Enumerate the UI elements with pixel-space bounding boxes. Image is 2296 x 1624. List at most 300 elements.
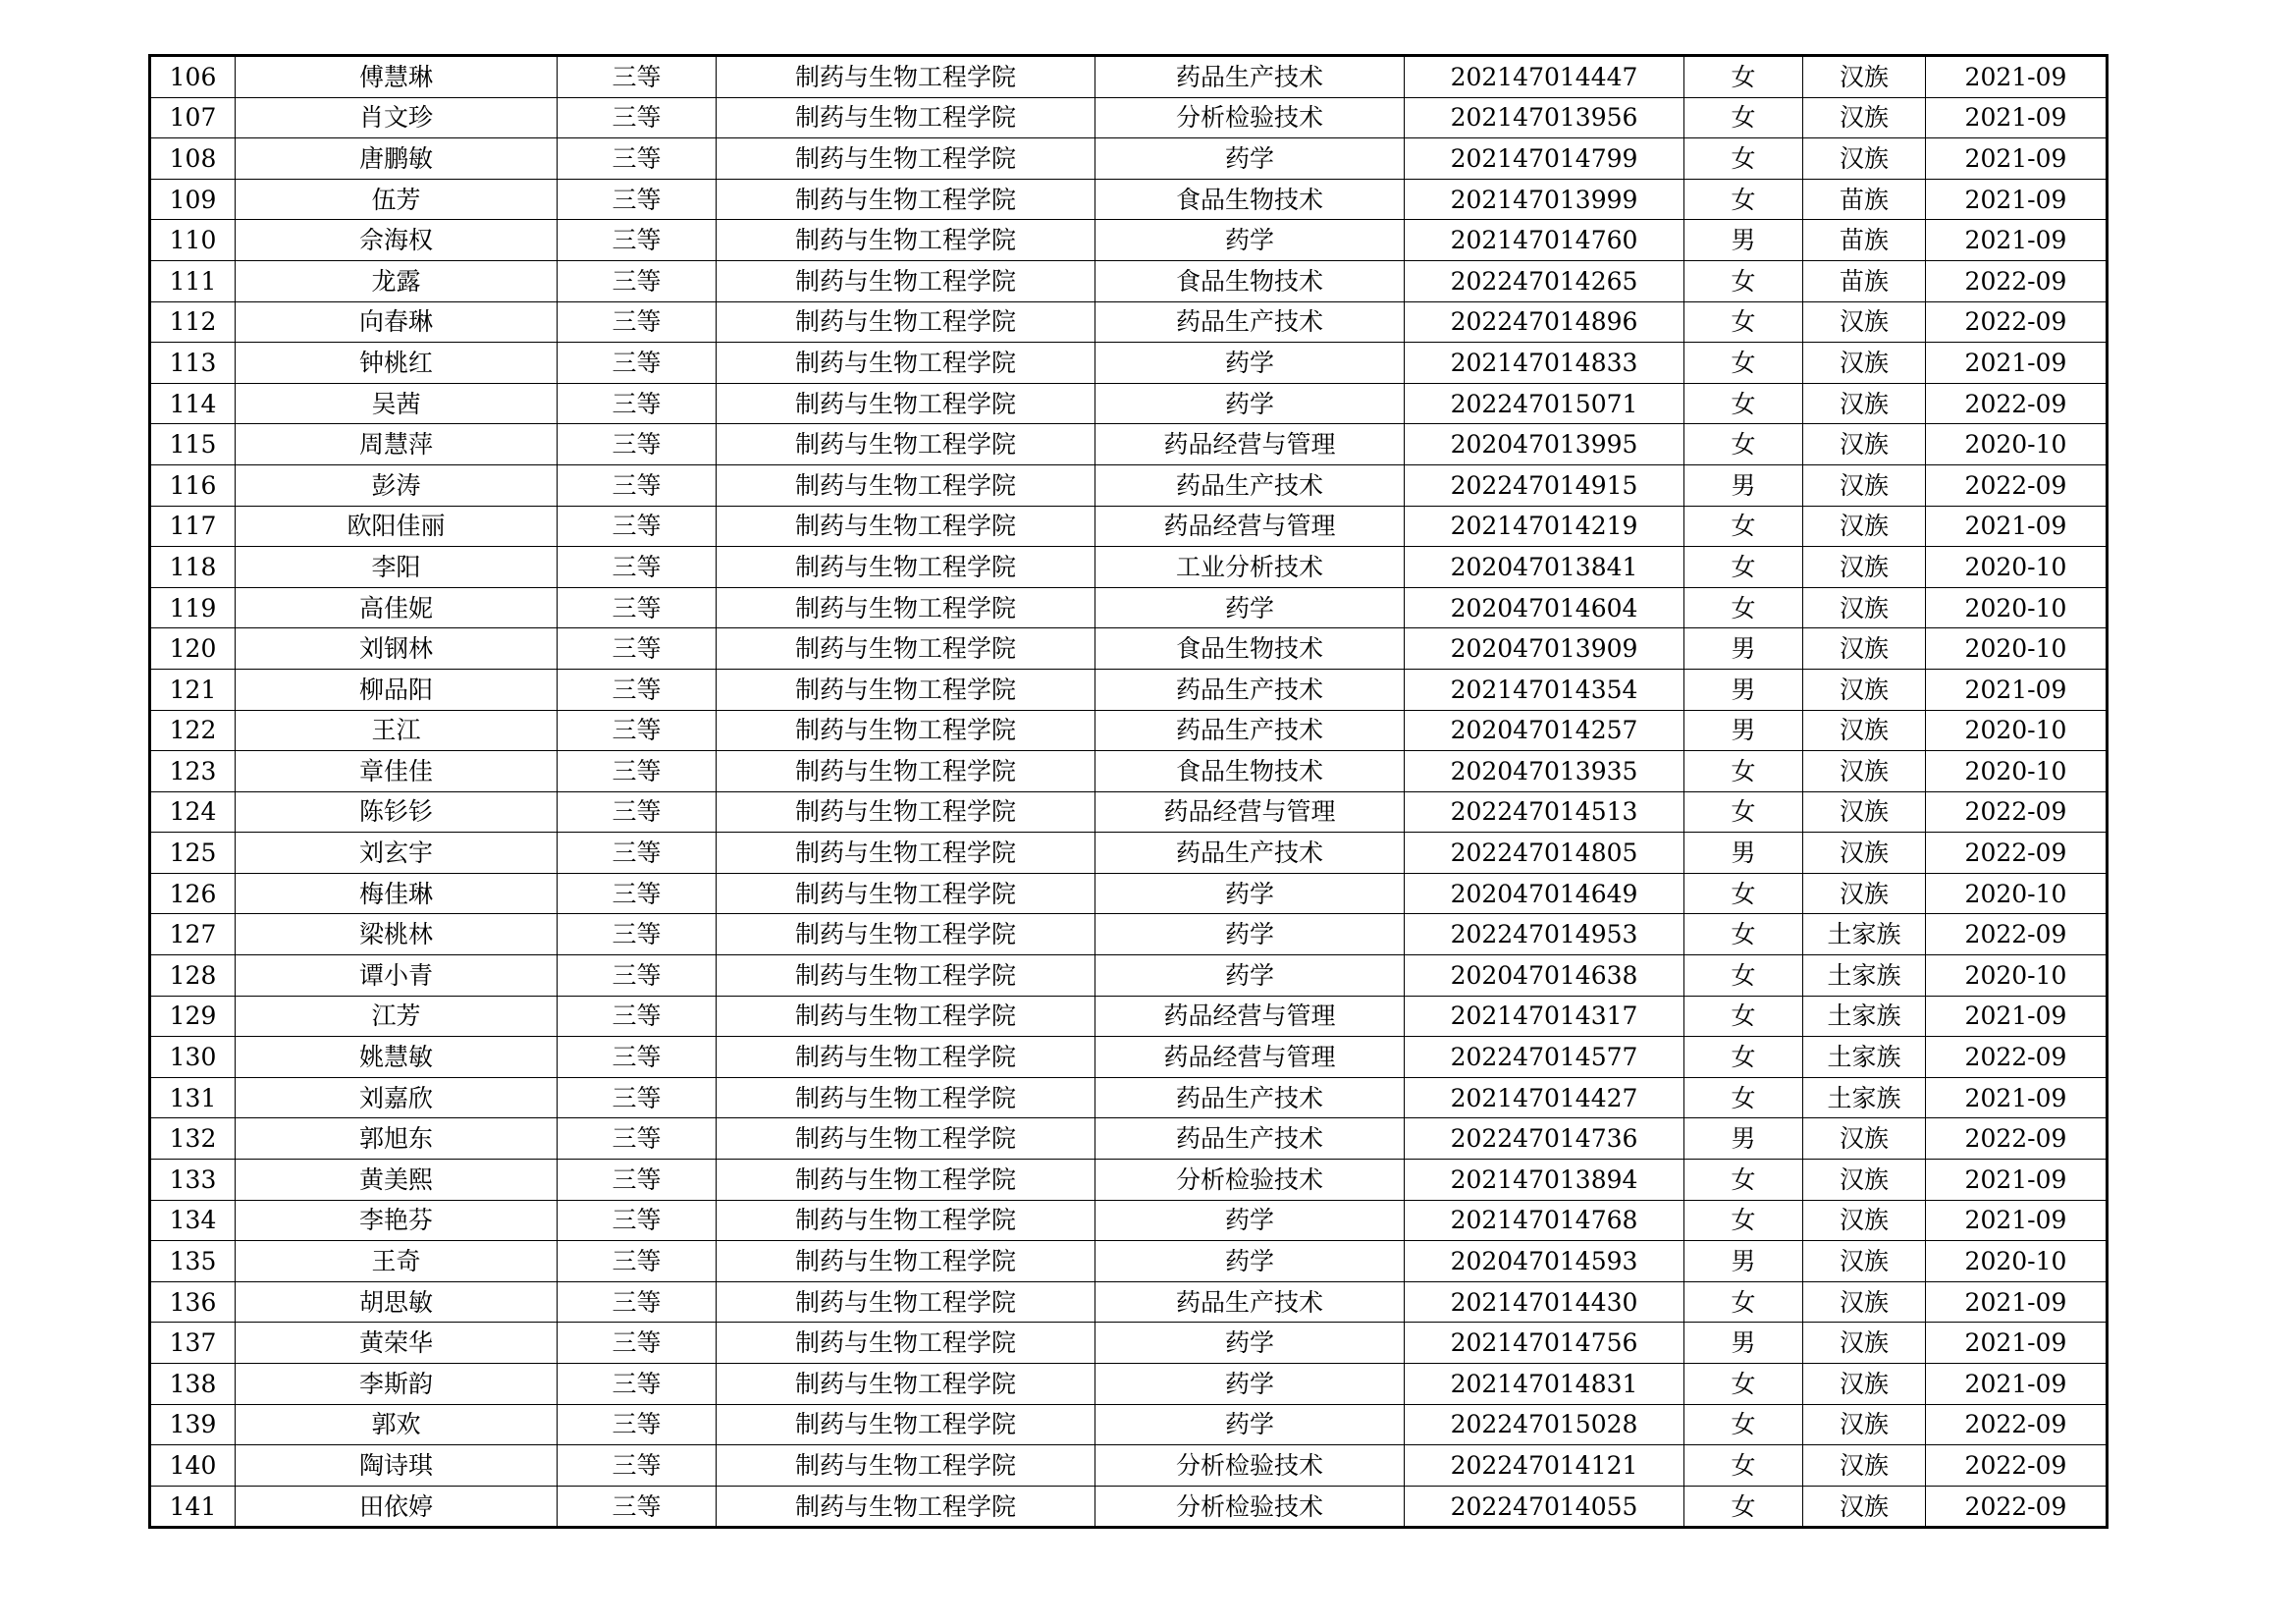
major-name-cell: 药学: [1095, 955, 1405, 997]
row-number-cell: 132: [150, 1118, 236, 1160]
enrollment-date-cell: 2021-09: [1926, 1200, 2108, 1241]
award-grade-cell: 三等: [558, 955, 717, 997]
college-name-cell: 制药与生物工程学院: [717, 424, 1095, 465]
gender-cell: 女: [1684, 1364, 1803, 1405]
student-name-cell: 陈钐钐: [236, 791, 558, 833]
student-name-cell: 傅慧琳: [236, 56, 558, 98]
award-grade-cell: 三等: [558, 56, 717, 98]
ethnicity-cell: 汉族: [1803, 1118, 1926, 1160]
gender-cell: 男: [1684, 669, 1803, 710]
college-name-cell: 制药与生物工程学院: [717, 464, 1095, 506]
gender-cell: 男: [1684, 833, 1803, 874]
enrollment-date-cell: 2022-09: [1926, 791, 2108, 833]
row-number-cell: 124: [150, 791, 236, 833]
ethnicity-cell: 汉族: [1803, 1200, 1926, 1241]
enrollment-date-cell: 2020-10: [1926, 955, 2108, 997]
student-id-cell: 202147014427: [1405, 1077, 1684, 1118]
table-row: [150, 56, 2108, 98]
table-row: [150, 506, 2108, 547]
enrollment-date-cell: 2021-09: [1926, 220, 2108, 261]
student-id-cell: 202247015028: [1405, 1404, 1684, 1445]
award-grade-cell: 三等: [558, 1486, 717, 1528]
row-number-cell: 119: [150, 587, 236, 628]
ethnicity-cell: 汉族: [1803, 587, 1926, 628]
table-row: [150, 1037, 2108, 1078]
college-name-cell: 制药与生物工程学院: [717, 1200, 1095, 1241]
table-row: [150, 343, 2108, 384]
student-id-cell: 202147014833: [1405, 343, 1684, 384]
row-number-cell: 120: [150, 628, 236, 670]
gender-cell: 女: [1684, 955, 1803, 997]
table-row: [150, 1404, 2108, 1445]
enrollment-date-cell: 2020-10: [1926, 710, 2108, 751]
college-name-cell: 制药与生物工程学院: [717, 220, 1095, 261]
row-number-cell: 138: [150, 1364, 236, 1405]
ethnicity-cell: 汉族: [1803, 1323, 1926, 1364]
award-grade-cell: 三等: [558, 301, 717, 343]
college-name-cell: 制药与生物工程学院: [717, 179, 1095, 220]
row-number-cell: 130: [150, 1037, 236, 1078]
table-row: [150, 1241, 2108, 1282]
ethnicity-cell: 土家族: [1803, 996, 1926, 1037]
student-name-cell: 李斯韵: [236, 1364, 558, 1405]
table-row: [150, 1077, 2108, 1118]
major-name-cell: 药品经营与管理: [1095, 996, 1405, 1037]
scholarship-roster-table: [148, 54, 2109, 1529]
student-name-cell: 郭旭东: [236, 1118, 558, 1160]
gender-cell: 女: [1684, 1077, 1803, 1118]
major-name-cell: 药品生产技术: [1095, 1118, 1405, 1160]
student-name-cell: 李艳芬: [236, 1200, 558, 1241]
major-name-cell: 药品生产技术: [1095, 833, 1405, 874]
enrollment-date-cell: 2022-09: [1926, 260, 2108, 301]
student-name-cell: 陶诗琪: [236, 1445, 558, 1487]
enrollment-date-cell: 2021-09: [1926, 1160, 2108, 1201]
gender-cell: 女: [1684, 1160, 1803, 1201]
gender-cell: 女: [1684, 751, 1803, 792]
major-name-cell: 药学: [1095, 587, 1405, 628]
table-row: [150, 1323, 2108, 1364]
student-name-cell: 江芳: [236, 996, 558, 1037]
enrollment-date-cell: 2020-10: [1926, 547, 2108, 588]
enrollment-date-cell: 2021-09: [1926, 343, 2108, 384]
gender-cell: 女: [1684, 587, 1803, 628]
major-name-cell: 药品经营与管理: [1095, 424, 1405, 465]
ethnicity-cell: 汉族: [1803, 506, 1926, 547]
major-name-cell: 药品经营与管理: [1095, 791, 1405, 833]
gender-cell: 女: [1684, 914, 1803, 955]
ethnicity-cell: 汉族: [1803, 301, 1926, 343]
award-grade-cell: 三等: [558, 97, 717, 138]
row-number-cell: 107: [150, 97, 236, 138]
student-name-cell: 唐鹏敏: [236, 138, 558, 180]
college-name-cell: 制药与生物工程学院: [717, 628, 1095, 670]
ethnicity-cell: 汉族: [1803, 1160, 1926, 1201]
college-name-cell: 制药与生物工程学院: [717, 56, 1095, 98]
college-name-cell: 制药与生物工程学院: [717, 547, 1095, 588]
major-name-cell: 药品生产技术: [1095, 710, 1405, 751]
student-id-cell: 202047014638: [1405, 955, 1684, 997]
enrollment-date-cell: 2021-09: [1926, 996, 2108, 1037]
row-number-cell: 140: [150, 1445, 236, 1487]
gender-cell: 女: [1684, 1200, 1803, 1241]
ethnicity-cell: 汉族: [1803, 1281, 1926, 1323]
college-name-cell: 制药与生物工程学院: [717, 1118, 1095, 1160]
gender-cell: 女: [1684, 138, 1803, 180]
award-grade-cell: 三等: [558, 1160, 717, 1201]
table-row: [150, 710, 2108, 751]
ethnicity-cell: 汉族: [1803, 547, 1926, 588]
student-id-cell: 202247014896: [1405, 301, 1684, 343]
college-name-cell: 制药与生物工程学院: [717, 1364, 1095, 1405]
ethnicity-cell: 土家族: [1803, 1037, 1926, 1078]
gender-cell: 男: [1684, 1118, 1803, 1160]
enrollment-date-cell: 2022-09: [1926, 833, 2108, 874]
student-name-cell: 刘嘉欣: [236, 1077, 558, 1118]
table-row: [150, 873, 2108, 914]
row-number-cell: 131: [150, 1077, 236, 1118]
table-row: [150, 220, 2108, 261]
enrollment-date-cell: 2022-09: [1926, 1486, 2108, 1528]
table-row: [150, 97, 2108, 138]
enrollment-date-cell: 2020-10: [1926, 424, 2108, 465]
student-name-cell: 柳品阳: [236, 669, 558, 710]
student-name-cell: 欧阳佳丽: [236, 506, 558, 547]
student-name-cell: 吴茜: [236, 383, 558, 424]
ethnicity-cell: 苗族: [1803, 179, 1926, 220]
ethnicity-cell: 苗族: [1803, 260, 1926, 301]
row-number-cell: 125: [150, 833, 236, 874]
row-number-cell: 121: [150, 669, 236, 710]
award-grade-cell: 三等: [558, 506, 717, 547]
student-name-cell: 刘玄宇: [236, 833, 558, 874]
college-name-cell: 制药与生物工程学院: [717, 710, 1095, 751]
gender-cell: 女: [1684, 1404, 1803, 1445]
student-id-cell: 202047014257: [1405, 710, 1684, 751]
student-id-cell: 202147014768: [1405, 1200, 1684, 1241]
row-number-cell: 116: [150, 464, 236, 506]
major-name-cell: 食品生物技术: [1095, 628, 1405, 670]
gender-cell: 女: [1684, 1486, 1803, 1528]
student-name-cell: 田依婷: [236, 1486, 558, 1528]
enrollment-date-cell: 2022-09: [1926, 383, 2108, 424]
row-number-cell: 127: [150, 914, 236, 955]
college-name-cell: 制药与生物工程学院: [717, 1077, 1095, 1118]
gender-cell: 男: [1684, 1323, 1803, 1364]
student-id-cell: 202047014649: [1405, 873, 1684, 914]
student-id-cell: 202247014121: [1405, 1445, 1684, 1487]
gender-cell: 女: [1684, 97, 1803, 138]
ethnicity-cell: 汉族: [1803, 343, 1926, 384]
college-name-cell: 制药与生物工程学院: [717, 587, 1095, 628]
table-row: [150, 1160, 2108, 1201]
row-number-cell: 139: [150, 1404, 236, 1445]
ethnicity-cell: 土家族: [1803, 1077, 1926, 1118]
ethnicity-cell: 汉族: [1803, 138, 1926, 180]
gender-cell: 女: [1684, 873, 1803, 914]
award-grade-cell: 三等: [558, 996, 717, 1037]
college-name-cell: 制药与生物工程学院: [717, 914, 1095, 955]
ethnicity-cell: 汉族: [1803, 1364, 1926, 1405]
table-row: [150, 955, 2108, 997]
award-grade-cell: 三等: [558, 587, 717, 628]
table-row: [150, 751, 2108, 792]
award-grade-cell: 三等: [558, 343, 717, 384]
award-grade-cell: 三等: [558, 751, 717, 792]
student-id-cell: 202147013999: [1405, 179, 1684, 220]
award-grade-cell: 三等: [558, 833, 717, 874]
award-grade-cell: 三等: [558, 1323, 717, 1364]
table-row: [150, 1281, 2108, 1323]
award-grade-cell: 三等: [558, 138, 717, 180]
student-id-cell: 202047013995: [1405, 424, 1684, 465]
enrollment-date-cell: 2021-09: [1926, 669, 2108, 710]
award-grade-cell: 三等: [558, 669, 717, 710]
gender-cell: 女: [1684, 547, 1803, 588]
table-row: [150, 301, 2108, 343]
major-name-cell: 药学: [1095, 1241, 1405, 1282]
major-name-cell: 药学: [1095, 1364, 1405, 1405]
student-name-cell: 刘钢林: [236, 628, 558, 670]
enrollment-date-cell: 2021-09: [1926, 506, 2108, 547]
ethnicity-cell: 汉族: [1803, 97, 1926, 138]
major-name-cell: 药学: [1095, 873, 1405, 914]
table-row: [150, 996, 2108, 1037]
gender-cell: 女: [1684, 179, 1803, 220]
enrollment-date-cell: 2021-09: [1926, 1281, 2108, 1323]
major-name-cell: 药学: [1095, 1404, 1405, 1445]
college-name-cell: 制药与生物工程学院: [717, 1404, 1095, 1445]
gender-cell: 女: [1684, 506, 1803, 547]
table-row: [150, 1200, 2108, 1241]
table-row: [150, 669, 2108, 710]
award-grade-cell: 三等: [558, 464, 717, 506]
row-number-cell: 136: [150, 1281, 236, 1323]
ethnicity-cell: 汉族: [1803, 751, 1926, 792]
college-name-cell: 制药与生物工程学院: [717, 301, 1095, 343]
student-id-cell: 202047014593: [1405, 1241, 1684, 1282]
enrollment-date-cell: 2020-10: [1926, 751, 2108, 792]
table-row: [150, 547, 2108, 588]
student-id-cell: 202247014953: [1405, 914, 1684, 955]
major-name-cell: 药品生产技术: [1095, 301, 1405, 343]
ethnicity-cell: 汉族: [1803, 873, 1926, 914]
award-grade-cell: 三等: [558, 424, 717, 465]
student-id-cell: 202147014799: [1405, 138, 1684, 180]
major-name-cell: 药学: [1095, 1200, 1405, 1241]
ethnicity-cell: 汉族: [1803, 710, 1926, 751]
ethnicity-cell: 汉族: [1803, 1486, 1926, 1528]
award-grade-cell: 三等: [558, 914, 717, 955]
college-name-cell: 制药与生物工程学院: [717, 833, 1095, 874]
row-number-cell: 114: [150, 383, 236, 424]
table-row: [150, 1364, 2108, 1405]
college-name-cell: 制药与生物工程学院: [717, 1281, 1095, 1323]
table-row: [150, 464, 2108, 506]
enrollment-date-cell: 2020-10: [1926, 1241, 2108, 1282]
gender-cell: 女: [1684, 383, 1803, 424]
award-grade-cell: 三等: [558, 1404, 717, 1445]
student-id-cell: 202147014430: [1405, 1281, 1684, 1323]
ethnicity-cell: 汉族: [1803, 424, 1926, 465]
student-id-cell: 202147014317: [1405, 996, 1684, 1037]
gender-cell: 女: [1684, 1445, 1803, 1487]
student-id-cell: 202047013909: [1405, 628, 1684, 670]
student-name-cell: 肖文珍: [236, 97, 558, 138]
college-name-cell: 制药与生物工程学院: [717, 1445, 1095, 1487]
student-name-cell: 佘海权: [236, 220, 558, 261]
gender-cell: 女: [1684, 301, 1803, 343]
enrollment-date-cell: 2022-09: [1926, 301, 2108, 343]
enrollment-date-cell: 2022-09: [1926, 1037, 2108, 1078]
ethnicity-cell: 汉族: [1803, 669, 1926, 710]
gender-cell: 女: [1684, 424, 1803, 465]
row-number-cell: 113: [150, 343, 236, 384]
ethnicity-cell: 苗族: [1803, 220, 1926, 261]
major-name-cell: 药学: [1095, 914, 1405, 955]
gender-cell: 女: [1684, 260, 1803, 301]
ethnicity-cell: 土家族: [1803, 914, 1926, 955]
college-name-cell: 制药与生物工程学院: [717, 138, 1095, 180]
row-number-cell: 108: [150, 138, 236, 180]
student-name-cell: 梁桃林: [236, 914, 558, 955]
student-id-cell: 202147013956: [1405, 97, 1684, 138]
enrollment-date-cell: 2021-09: [1926, 1364, 2108, 1405]
student-name-cell: 胡思敏: [236, 1281, 558, 1323]
college-name-cell: 制药与生物工程学院: [717, 996, 1095, 1037]
student-id-cell: 202147013894: [1405, 1160, 1684, 1201]
gender-cell: 女: [1684, 56, 1803, 98]
college-name-cell: 制药与生物工程学院: [717, 97, 1095, 138]
table-row: [150, 791, 2108, 833]
enrollment-date-cell: 2022-09: [1926, 914, 2108, 955]
enrollment-date-cell: 2021-09: [1926, 179, 2108, 220]
college-name-cell: 制药与生物工程学院: [717, 343, 1095, 384]
student-id-cell: 202047014604: [1405, 587, 1684, 628]
major-name-cell: 工业分析技术: [1095, 547, 1405, 588]
major-name-cell: 食品生物技术: [1095, 179, 1405, 220]
college-name-cell: 制药与生物工程学院: [717, 1241, 1095, 1282]
student-name-cell: 伍芳: [236, 179, 558, 220]
row-number-cell: 122: [150, 710, 236, 751]
enrollment-date-cell: 2020-10: [1926, 587, 2108, 628]
student-name-cell: 梅佳琳: [236, 873, 558, 914]
gender-cell: 女: [1684, 1037, 1803, 1078]
gender-cell: 男: [1684, 1241, 1803, 1282]
major-name-cell: 分析检验技术: [1095, 1160, 1405, 1201]
major-name-cell: 药品生产技术: [1095, 56, 1405, 98]
student-name-cell: 章佳佳: [236, 751, 558, 792]
major-name-cell: 药品经营与管理: [1095, 1037, 1405, 1078]
student-id-cell: 202147014354: [1405, 669, 1684, 710]
student-name-cell: 王江: [236, 710, 558, 751]
student-name-cell: 周慧萍: [236, 424, 558, 465]
major-name-cell: 药品生产技术: [1095, 1077, 1405, 1118]
major-name-cell: 分析检验技术: [1095, 1445, 1405, 1487]
student-name-cell: 向春琳: [236, 301, 558, 343]
student-name-cell: 王奇: [236, 1241, 558, 1282]
gender-cell: 女: [1684, 1281, 1803, 1323]
student-name-cell: 李阳: [236, 547, 558, 588]
major-name-cell: 药学: [1095, 138, 1405, 180]
student-name-cell: 龙露: [236, 260, 558, 301]
roster-body: [150, 56, 2108, 1528]
enrollment-date-cell: 2022-09: [1926, 1404, 2108, 1445]
enrollment-date-cell: 2020-10: [1926, 628, 2108, 670]
student-id-cell: 202147014831: [1405, 1364, 1684, 1405]
major-name-cell: 分析检验技术: [1095, 1486, 1405, 1528]
award-grade-cell: 三等: [558, 1281, 717, 1323]
award-grade-cell: 三等: [558, 547, 717, 588]
gender-cell: 男: [1684, 628, 1803, 670]
award-grade-cell: 三等: [558, 873, 717, 914]
student-name-cell: 郭欢: [236, 1404, 558, 1445]
table-row: [150, 179, 2108, 220]
table-row: [150, 1445, 2108, 1487]
enrollment-date-cell: 2022-09: [1926, 1118, 2108, 1160]
award-grade-cell: 三等: [558, 1118, 717, 1160]
table-row: [150, 260, 2108, 301]
college-name-cell: 制药与生物工程学院: [717, 1160, 1095, 1201]
college-name-cell: 制药与生物工程学院: [717, 383, 1095, 424]
row-number-cell: 133: [150, 1160, 236, 1201]
ethnicity-cell: 汉族: [1803, 628, 1926, 670]
student-id-cell: 202247015071: [1405, 383, 1684, 424]
table-row: [150, 138, 2108, 180]
row-number-cell: 126: [150, 873, 236, 914]
row-number-cell: 118: [150, 547, 236, 588]
student-name-cell: 黄荣华: [236, 1323, 558, 1364]
college-name-cell: 制药与生物工程学院: [717, 1323, 1095, 1364]
row-number-cell: 141: [150, 1486, 236, 1528]
college-name-cell: 制药与生物工程学院: [717, 1486, 1095, 1528]
student-name-cell: 黄美熙: [236, 1160, 558, 1201]
row-number-cell: 115: [150, 424, 236, 465]
ethnicity-cell: 汉族: [1803, 56, 1926, 98]
gender-cell: 男: [1684, 710, 1803, 751]
table-row: [150, 1486, 2108, 1528]
college-name-cell: 制药与生物工程学院: [717, 506, 1095, 547]
ethnicity-cell: 汉族: [1803, 1445, 1926, 1487]
student-id-cell: 202247014577: [1405, 1037, 1684, 1078]
student-name-cell: 钟桃红: [236, 343, 558, 384]
row-number-cell: 117: [150, 506, 236, 547]
enrollment-date-cell: 2021-09: [1926, 138, 2108, 180]
enrollment-date-cell: 2022-09: [1926, 1445, 2108, 1487]
ethnicity-cell: 土家族: [1803, 955, 1926, 997]
award-grade-cell: 三等: [558, 1200, 717, 1241]
student-id-cell: 202047013935: [1405, 751, 1684, 792]
row-number-cell: 106: [150, 56, 236, 98]
college-name-cell: 制药与生物工程学院: [717, 955, 1095, 997]
gender-cell: 男: [1684, 464, 1803, 506]
table-row: [150, 424, 2108, 465]
award-grade-cell: 三等: [558, 1364, 717, 1405]
gender-cell: 女: [1684, 791, 1803, 833]
award-grade-cell: 三等: [558, 710, 717, 751]
student-id-cell: 202147014219: [1405, 506, 1684, 547]
student-id-cell: 202247014805: [1405, 833, 1684, 874]
major-name-cell: 食品生物技术: [1095, 751, 1405, 792]
ethnicity-cell: 汉族: [1803, 1404, 1926, 1445]
table-row: [150, 383, 2108, 424]
ethnicity-cell: 汉族: [1803, 791, 1926, 833]
ethnicity-cell: 汉族: [1803, 1241, 1926, 1282]
student-id-cell: 202147014760: [1405, 220, 1684, 261]
gender-cell: 女: [1684, 996, 1803, 1037]
award-grade-cell: 三等: [558, 260, 717, 301]
gender-cell: 女: [1684, 343, 1803, 384]
